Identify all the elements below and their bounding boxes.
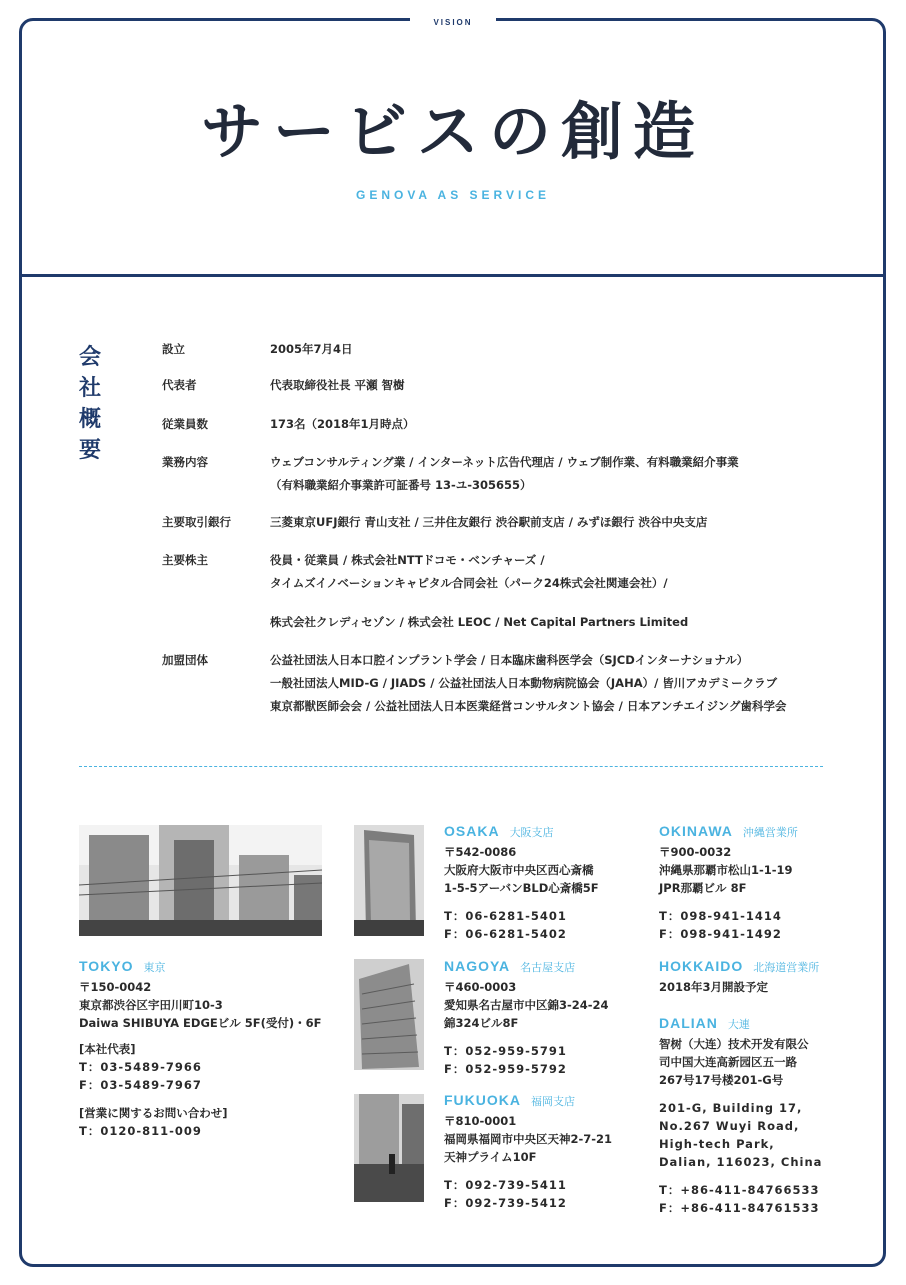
office-name-jp: 沖縄営業所 (742, 826, 798, 839)
office-name-jp: 福岡支店 (531, 1095, 575, 1108)
office-fukuoka: FUKUOKA 福岡支店 〒810-0001 福岡県福岡市中央区天神2-7-21 天神プライム10F T：092-739-5411 F：092-739-5412 (444, 1092, 613, 1210)
row-label: 従業員数 (162, 417, 208, 431)
office-hokkaido: HOKKAIDO 北海道営業所 2018年3月開設予定 (659, 958, 820, 994)
fukuoka-office-photo (354, 1094, 424, 1202)
office-name-en: TOKYO (79, 958, 134, 974)
row-value: ウェブコンサルティング業 / インターネット広告代理店 / ウェブ制作業、有料職業紹介事業 （有料職業紹介事業許可証番号 13-ユ-305655） (270, 455, 739, 492)
office-name-jp: 名古屋支店 (520, 961, 576, 974)
section-divider (79, 766, 823, 767)
office-name-en: NAGOYA (444, 958, 511, 974)
osaka-office-photo (354, 825, 424, 936)
row-label: 業務内容 (162, 455, 208, 469)
overview-heading: 会社概要 (79, 345, 102, 463)
office-nagoya: NAGOYA 名古屋支店 〒460-0003 愛知県名古屋市中区錦3-24-24 錦324ビル8F T：052-959-5791 F：052-959-5792 (444, 958, 609, 1076)
row-value: 公益社団法人日本口腔インプラント学会 / 日本臨床歯科医学会（SJCDインターナショナル） 一般社団法人MID-G / JIADS / 公益社団法人日本動物病院協会（JAHA）/ 皆川アカデミークラブ 東京都獣医師会会 / 公益社団法人日本医業経営コンサルタント協会 / 日本アンチエイジング歯科学会 (270, 653, 787, 713)
office-name-en: OSAKA (444, 823, 500, 839)
hero-divider (19, 274, 886, 277)
row-label: 主要株主 (162, 553, 208, 567)
office-name-en: DALIAN (659, 1015, 718, 1031)
nagoya-office-photo (354, 959, 424, 1070)
row-value: 三菱東京UFJ銀行 青山支社 / 三井住友銀行 渋谷駅前支店 / みずほ銀行 渋谷中央支店 (270, 515, 708, 529)
office-dalian: DALIAN 大連 智树（大连）技术开发有限公 司中国大连高新园区五一路 267号17号楼201-G号 201-G, Building 17, No.267 Wuyi Road, High-tech Park, Dalian, 116023, China T：+86-411-84766533 F：+86-411-84761533 (659, 1015, 823, 1215)
office-name-en: HOKKAIDO (659, 958, 744, 974)
row-value: 代表取締役社長 平瀬 智樹 (270, 378, 405, 392)
tokyo-office-photo (79, 825, 322, 936)
row-label: 設立 (162, 342, 185, 356)
office-okinawa: OKINAWA 沖縄営業所 〒900-0032 沖縄県那覇市松山1-1-19 JPR那覇ビル 8F T：098-941-1414 F：098-941-1492 (659, 823, 798, 941)
row-value: 役員・従業員 / 株式会社NTTドコモ・ベンチャーズ / タイムズイノベーションキャピタル合同会社（パーク24株式会社関連会社）/ 株式会社クレディセゾン / 株式会社 LEOC / Net Capital Partners Limited (270, 553, 689, 629)
office-name-en: FUKUOKA (444, 1092, 521, 1108)
row-value: 173名（2018年1月時点） (270, 417, 415, 431)
row-label: 主要取引銀行 (162, 515, 231, 529)
vision-label: VISION (433, 18, 473, 27)
vision-tab (410, 10, 496, 28)
row-label: 加盟団体 (162, 653, 208, 667)
office-tokyo: TOKYO 東京 〒150-0042 東京都渋谷区宇田川町10-3 Daiwa SHIBUYA EDGEビル 5F(受付)・6F [本社代表] T：03-5489-7966 F：03-5489-7967 [営業に関するお問い合わせ] T：0120-811-009 (79, 958, 322, 1138)
office-name-jp: 東京 (143, 961, 166, 974)
office-name-jp: 大阪支店 (509, 826, 554, 839)
office-name-jp: 北海道営業所 (753, 961, 820, 974)
row-value: 2005年7月4日 (270, 342, 353, 356)
page-subtitle: GENOVA AS SERVICE (355, 188, 551, 202)
office-osaka: OSAKA 大阪支店 〒542-0086 大阪府大阪市中央区西心斎橋 1-5-5アーバンBLD心斎橋5F T：06-6281-5401 F：06-6281-5402 (444, 823, 599, 941)
row-label: 代表者 (162, 378, 197, 392)
office-name-jp: 大連 (727, 1018, 750, 1031)
page-title: サービスの創造 (200, 95, 705, 168)
office-name-en: OKINAWA (659, 823, 733, 839)
